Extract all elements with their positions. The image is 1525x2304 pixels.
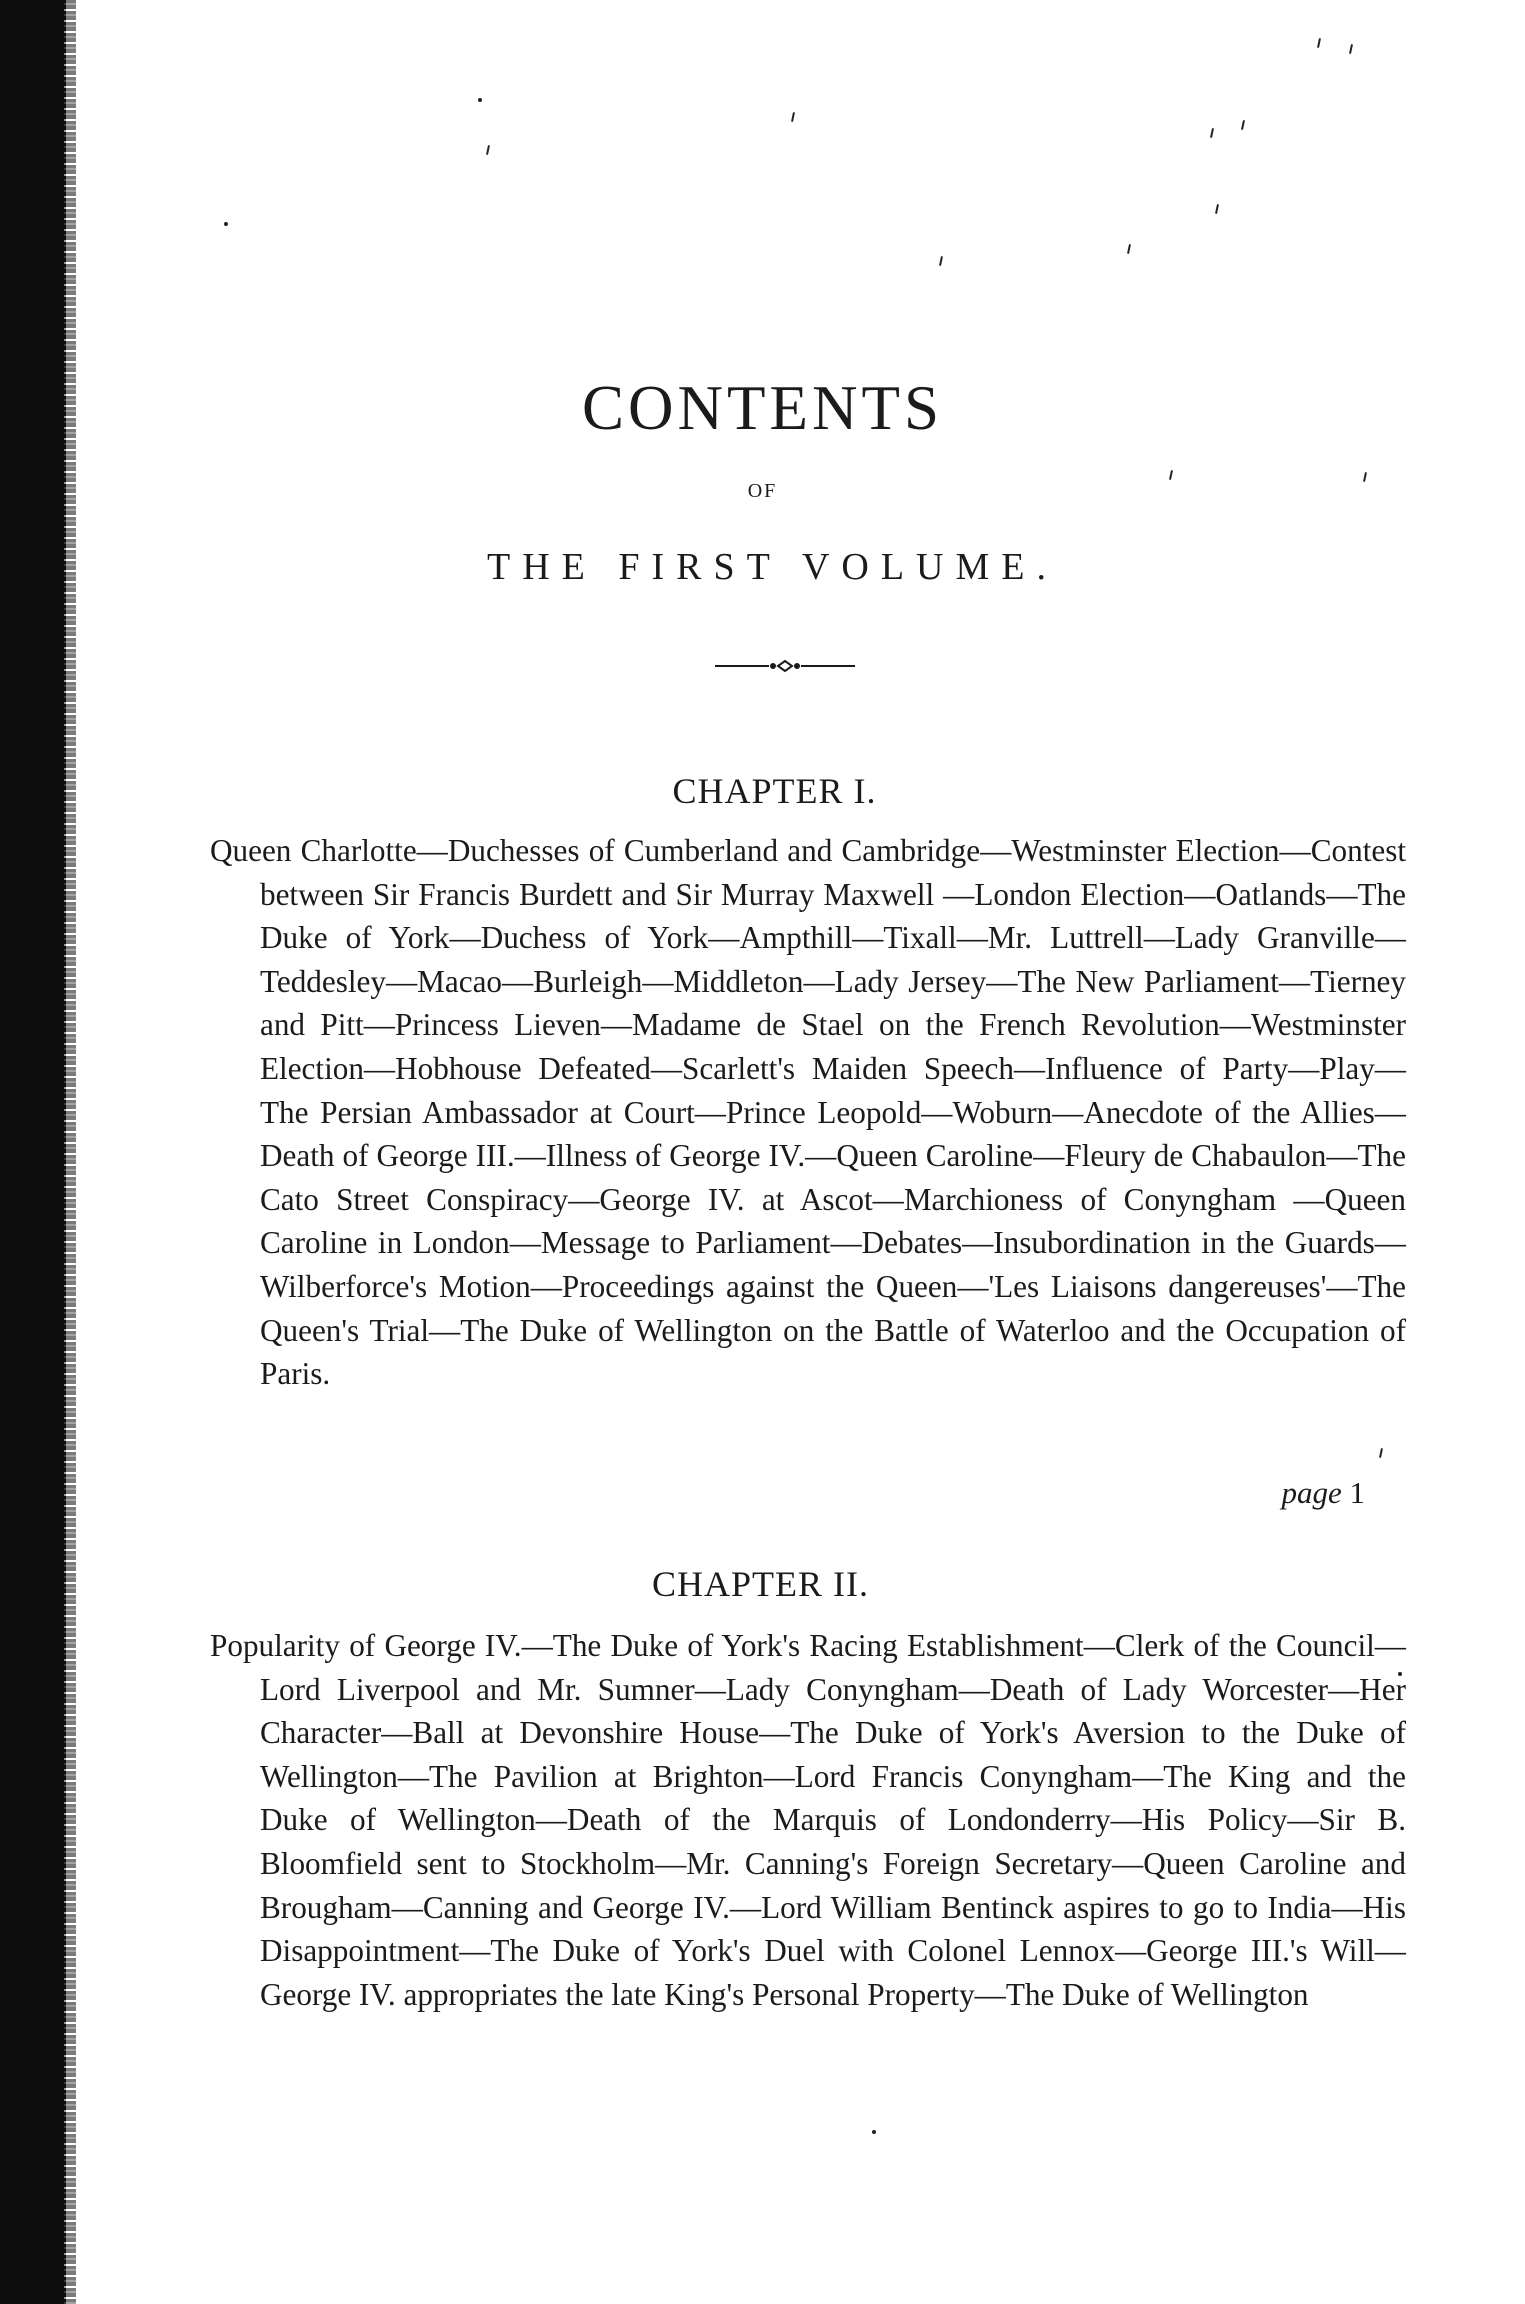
ink-speck <box>1349 44 1353 54</box>
page-reference <box>1281 1475 1365 1511</box>
volume-subtitle: THE FIRST VOLUME. <box>486 546 1058 588</box>
ink-speck <box>486 145 490 155</box>
ink-speck <box>1127 244 1131 254</box>
contents-connector: OF <box>747 480 778 502</box>
page-label: page <box>1281 1475 1342 1510</box>
chapter-summary: Queen Charlotte—Duchesses of Cumberland and Cambridge—Westminster Election—Contest between Sir Francis Burdett and Sir Murray Maxwell —London Election—Oatlands—The Duke of York—Duchess of York—Ampthill—Tixall—Mr. Luttrell—Lady Granville—Teddesley—Macao—Burleigh—Middleton—Lady Jersey—The New Parliament—Tierney and Pitt—Princess Lieven—Madame de Stael on the French Revolution—Westminster Election—Hobhouse Defeated—Scarlett's Maiden Speech—Influence of Party—Play—The Persian Ambassador at Court—Prince Leopold—Woburn—Anecdote of the Allies—Death of George III.—Illness of George IV.—Queen Caroline—Fleury de Chabaulon—The Cato Street Conspiracy—George IV. at Ascot—Marchioness of Conyngham —Queen Caroline in London—Message to Parliament—Debates—Insubordination in the Guards—Wilberforce's Motion—Proceedings against the Queen—'Les Liaisons dangereuses'—The Queen's Trial—The Duke of Wellington on the Battle of Waterloo and the Occupation of Paris. <box>210 833 1406 1392</box>
ink-speck <box>872 2130 876 2134</box>
ink-speck <box>1241 120 1245 130</box>
chapter-summary: Popularity of George IV.—The Duke of York's Racing Establishment—Clerk of the Council—Lord Liverpool and Mr. Sumner—Lady Conyngham—Death of Lady Worcester—Her Character—Ball at Devonshire House—The Duke of York's Aversion to the Duke of Wellington—The Pavilion at Brighton—Lord Francis Conyngham—The King and the Duke of Wellington—Death of the Marquis of Londonderry—His Policy—Sir B. Bloomfield sent to Stockholm—Mr. Canning's Foreign Secretary—Queen Caroline and Brougham—Canning and George IV.—Lord William Bentinck aspires to go to India—His Disappointment—The Duke of York's Duel with Colonel Lennox—George III.'s Will—George IV. appropriates the late King's Personal Property—The Duke of Wellington <box>210 1628 1406 2012</box>
book-binding-edge <box>0 0 66 2304</box>
contents-title: CONTENTS <box>582 373 943 443</box>
ink-speck <box>478 98 482 102</box>
ink-speck <box>1317 38 1321 48</box>
ink-speck <box>1210 128 1214 138</box>
chapter-heading: CHAPTER I. <box>672 771 877 811</box>
ink-speck <box>939 256 943 266</box>
ink-speck <box>1215 204 1219 214</box>
page-number: 1 <box>1349 1475 1365 1510</box>
chapter-heading: CHAPTER II. <box>652 1564 869 1604</box>
ink-speck <box>1169 470 1173 480</box>
divider-ornament-icon <box>715 658 855 674</box>
ink-speck <box>224 222 228 226</box>
ink-speck <box>1379 1448 1383 1458</box>
ink-speck <box>791 112 795 122</box>
